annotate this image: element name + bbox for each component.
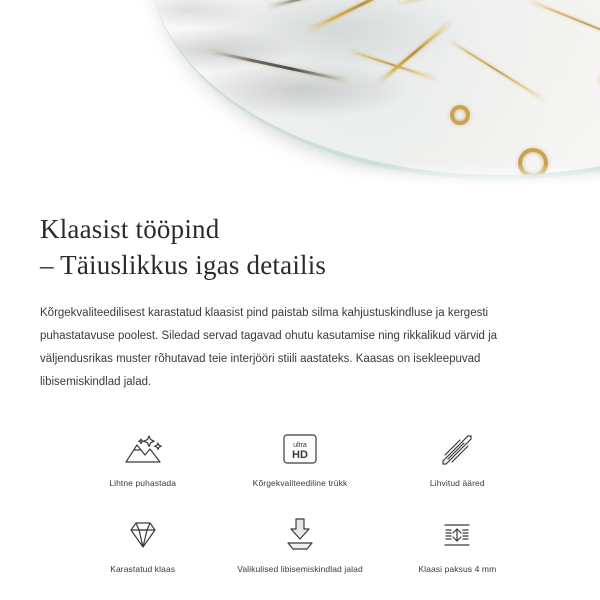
page-title xyxy=(40,212,560,284)
feature-caption: Lihtne puhastada xyxy=(109,477,177,488)
feature-caption: Kõrgekvaliteediline trükk xyxy=(252,477,348,488)
feature-item xyxy=(379,428,536,488)
suction-foot-icon xyxy=(280,514,320,556)
title-line-2: – Täiuslikkus igas detailis xyxy=(40,249,327,280)
description-paragraph: Kõrgekvaliteedilisest karastatud klaasist pind paistab silma kahjustuskindluse ja kergesti puhastatavuse poolest. Siledad servad tagavad ohutu kasutamise ning rikkalikud värvid ja väljendusrikas muster rõhutavad teie interjööri stiili aastateks. Kaasas on isekleepuvad libisemiskindlad jalad. xyxy=(40,306,498,388)
ultra-hd-badge-icon xyxy=(281,428,319,470)
polished-edge-icon xyxy=(437,428,477,470)
hero-image xyxy=(0,0,600,190)
content-block xyxy=(0,190,600,574)
title-line-1: Klaasist tööpind xyxy=(40,214,220,244)
svg-text:HD: HD xyxy=(292,448,308,461)
feature-grid xyxy=(40,428,560,574)
hero-bottom-fade xyxy=(0,164,600,190)
svg-text:ultra: ultra xyxy=(293,441,307,449)
feature-item xyxy=(379,514,536,574)
feature-item xyxy=(64,428,221,488)
feature-caption: Klaasi paksus 4 mm xyxy=(418,563,497,574)
sparkle-mountain-icon xyxy=(120,428,166,470)
glass-plate-photo xyxy=(150,0,600,180)
grey-marble-veining xyxy=(150,0,490,180)
feature-caption: Lihvitud ääred xyxy=(429,477,485,488)
gold-ring xyxy=(450,105,470,125)
feature-caption: Karastatud klaas xyxy=(110,563,176,574)
diamond-icon xyxy=(123,514,163,556)
feature-item xyxy=(221,514,378,574)
feature-item xyxy=(64,514,221,574)
feature-caption: Valikulised libisemiskindlad jalad xyxy=(237,563,363,574)
thickness-arrows-icon xyxy=(437,514,477,556)
gold-vein xyxy=(530,0,600,51)
feature-item xyxy=(221,428,378,488)
